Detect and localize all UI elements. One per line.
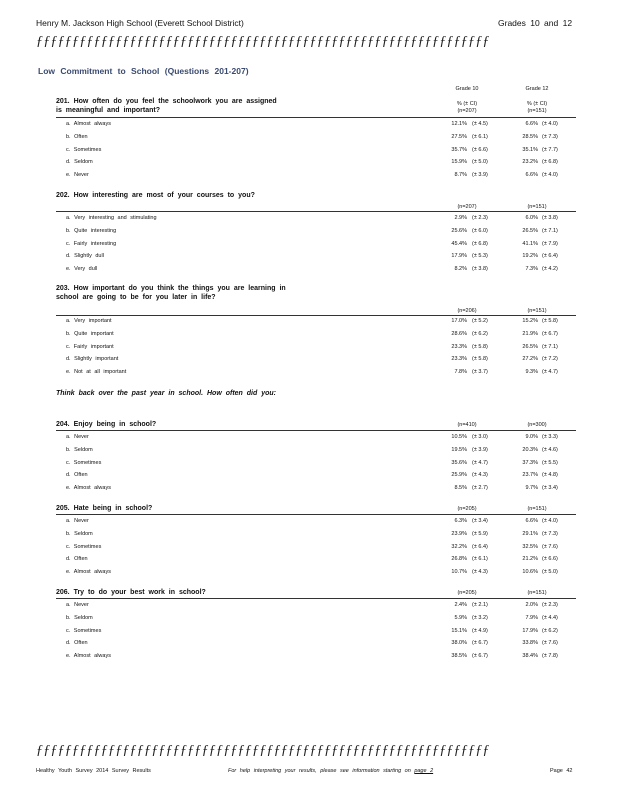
grade-10-ci: (± 6.7): [472, 653, 488, 660]
section-title: Low Commitment to School (Questions 201-207): [38, 66, 249, 76]
grade-10-ci: (± 4.3): [472, 472, 488, 479]
answer-label: a. Never: [66, 602, 89, 608]
grade-12-ci: (± 4.8): [542, 472, 558, 479]
grade-12-percent: 41.1%: [522, 240, 538, 247]
grade-10-percent: 38.5%: [451, 653, 467, 660]
answer-label: d. Seldom: [66, 159, 93, 166]
answer-label: c. Sometimes: [66, 459, 102, 466]
answer-row: [66, 447, 566, 457]
grade-10-ci: (± 3.7): [472, 369, 488, 376]
grade-12-percent: 10.6%: [522, 569, 538, 576]
grade-10-ci: (± 4.7): [472, 459, 488, 466]
bottom-divider: ƒƒƒƒƒƒƒƒƒƒƒƒƒƒƒƒƒƒƒƒƒƒƒƒƒƒƒƒƒƒƒƒƒƒƒƒƒƒƒƒƒƒƒƒƒƒƒƒƒƒƒƒƒƒƒƒƒƒƒƒƒƒƒ: [36, 743, 490, 758]
grade-10-percent: 15.1%: [451, 627, 467, 634]
answer-label: b. Seldom: [66, 446, 93, 453]
grade-10-ci: (± 6.4): [472, 543, 488, 550]
grade-10-percent: 35.7%: [451, 146, 467, 153]
grade-12-ci: (± 4.2): [542, 266, 558, 273]
grade-12-ci: (± 5.8): [542, 318, 558, 324]
answer-row: [66, 518, 566, 528]
grade-12-percent: 9.7%: [525, 485, 538, 492]
grade-12-ci: (± 7.3): [542, 530, 558, 537]
grade-12-n: (n=151): [527, 108, 547, 114]
question-204-divider: [56, 430, 576, 431]
answer-row: [66, 460, 566, 470]
grade-12-ci: (± 6.7): [542, 330, 558, 337]
grade-10-ci: (± 4.5): [472, 121, 488, 127]
grade-10-ci: (± 3.9): [472, 172, 488, 179]
grade-12-percent: 17.9%: [522, 627, 538, 634]
answer-label: a. Very interesting and stimulating: [66, 215, 157, 221]
answer-label: d. Slightly dull: [66, 253, 104, 260]
grade-12-ci: (± 6.2): [542, 627, 558, 634]
grade-12-ci: (± 2.3): [542, 602, 558, 608]
school-name: Henry M. Jackson High School (Everett School District): [36, 18, 244, 28]
answer-row: [66, 318, 566, 328]
grade-10-ci: (± 5.0): [472, 159, 488, 166]
question-204-title: 204. Enjoy being in school?: [56, 421, 157, 428]
grade-12-percent: 27.2%: [522, 356, 538, 363]
answer-row: [66, 569, 566, 579]
grade-10-percent: 45.4%: [451, 240, 467, 247]
grade-10-percent: 27.5%: [451, 133, 467, 140]
footer-help-text: [228, 768, 433, 774]
grade-12-ci: (± 7.1): [542, 343, 558, 350]
answer-row: [66, 228, 566, 238]
answer-label: a. Very important: [66, 318, 112, 324]
question-203-title: 203. How important do you think the things you are learning in school are going to be for you later in life?: [56, 285, 286, 301]
answer-row: [66, 331, 566, 341]
answer-label: b. Often: [66, 133, 88, 140]
question-206-n12: (n=151): [527, 590, 547, 596]
answer-row: [66, 344, 566, 354]
grade-12-ci: (± 4.7): [542, 369, 558, 376]
grade-12-ci: (± 7.9): [542, 240, 558, 247]
grade-12-ci: (± 6.4): [542, 253, 558, 260]
answer-label: d. Often: [66, 472, 88, 479]
grade-12-percent: 6.6%: [525, 121, 538, 127]
question-201-divider: [56, 117, 576, 118]
grade-10-ci: (± 5.3): [472, 253, 488, 260]
grade-12-percent: 19.2%: [522, 253, 538, 260]
grade-12-ci: (± 4.0): [542, 121, 558, 127]
grade-12-ci: (± 3.4): [542, 485, 558, 492]
grade-10-percent: 8.5%: [454, 485, 467, 492]
grade-12-ci: (± 4.0): [542, 172, 558, 179]
answer-row: [66, 147, 566, 157]
grade-12-percent: 23.2%: [522, 159, 538, 166]
answer-row: [66, 531, 566, 541]
question-202-title: 202. How interesting are most of your courses to you?: [56, 192, 255, 199]
grade-12-percent: 32.5%: [522, 543, 538, 550]
grade-10-ci: (± 5.9): [472, 530, 488, 537]
grade-10-ci: (± 4.9): [472, 627, 488, 634]
answer-label: a. Never: [66, 518, 89, 524]
grade-10-percent: 6.3%: [454, 518, 467, 524]
grade-10-percent: 23.3%: [451, 343, 467, 350]
answer-row: [66, 485, 566, 495]
grade-12-ci: (± 7.7): [542, 146, 558, 153]
grade-10-percent: 25.9%: [451, 472, 467, 479]
grade-10-ci: (± 3.8): [472, 266, 488, 273]
question-204-n10: (n=410): [457, 422, 477, 428]
grade-12-percent: 37.3%: [522, 459, 538, 466]
answer-label: d. Often: [66, 556, 88, 563]
grade-12-ci: (± 4.4): [542, 614, 558, 621]
footer-survey-label: Healthy Youth Survey 2014 Survey Results: [36, 768, 151, 774]
grade-12-ci: (± 7.6): [542, 640, 558, 647]
grade-10-ci: (± 6.0): [472, 227, 488, 234]
answer-row: [66, 172, 566, 182]
grade-10-percent: 8.2%: [454, 266, 467, 273]
grade-12-percent: 6.6%: [525, 518, 538, 524]
question-202-n10: (n=207): [457, 204, 477, 210]
grade-10-ci: (± 6.8): [472, 240, 488, 247]
answer-label: b. Seldom: [66, 614, 93, 621]
grade-12-percent: 6.6%: [525, 172, 538, 179]
grade-12-stat-header: % (± CI): [526, 101, 548, 107]
grade-12-header: Grade 12: [525, 86, 549, 92]
answer-row: [66, 544, 566, 554]
grade-10-ci: (± 6.1): [472, 556, 488, 563]
answer-row: [66, 653, 566, 663]
answer-label: c. Fairly interesting: [66, 240, 117, 247]
answer-label: c. Fairly important: [66, 343, 114, 350]
answer-row: [66, 472, 566, 482]
answer-label: c. Sometimes: [66, 146, 102, 153]
answer-label: e. Almost always: [66, 485, 111, 492]
grade-10-ci: (± 3.0): [472, 434, 488, 440]
grade-12-percent: 9.0%: [525, 434, 538, 440]
question-203-n12: (n=151): [527, 308, 547, 314]
answer-row: [66, 134, 566, 144]
grade-10-ci: (± 2.7): [472, 485, 488, 492]
answer-row: [66, 369, 566, 379]
question-203-n10: (n=206): [457, 308, 477, 314]
grade-12-percent: 6.0%: [525, 215, 538, 221]
grade-10-percent: 38.0%: [451, 640, 467, 647]
answer-label: a. Almost always: [66, 121, 111, 127]
grades-label: Grades 10 and 12: [498, 18, 573, 28]
grade-10-percent: 19.5%: [451, 446, 467, 453]
grade-10-percent: 23.3%: [451, 356, 467, 363]
grade-12-ci: (± 5.5): [542, 459, 558, 466]
answer-row: [66, 434, 566, 444]
grade-12-percent: 2.0%: [525, 602, 538, 608]
grade-12-percent: 26.5%: [522, 343, 538, 350]
question-206-divider: [56, 598, 576, 599]
grade-12-ci: (± 4.0): [542, 518, 558, 524]
grade-10-ci: (± 4.3): [472, 569, 488, 576]
grade-10-ci: (± 6.1): [472, 133, 488, 140]
question-205-n12: (n=151): [527, 506, 547, 512]
grade-10-n: (n=207): [457, 108, 477, 114]
grade-12-percent: 28.5%: [522, 133, 538, 140]
grade-10-ci: (± 6.6): [472, 146, 488, 153]
grade-12-percent: 7.3%: [525, 266, 538, 273]
grade-10-percent: 8.7%: [454, 172, 467, 179]
grade-10-percent: 12.1%: [451, 121, 467, 127]
grade-12-ci: (± 6.6): [542, 556, 558, 563]
grade-12-ci: (± 7.1): [542, 227, 558, 234]
grade-10-percent: 7.8%: [454, 369, 467, 376]
grade-10-ci: (± 5.8): [472, 356, 488, 363]
question-206-title: 206. Try to do your best work in school?: [56, 589, 206, 596]
answer-row: [66, 615, 566, 625]
answer-label: b. Quite interesting: [66, 227, 117, 234]
grade-12-percent: 9.3%: [525, 369, 538, 376]
question-202-n12: (n=151): [527, 204, 547, 210]
grade-12-ci: (± 3.3): [542, 434, 558, 440]
grade-12-percent: 21.9%: [522, 330, 538, 337]
grade-12-percent: 26.5%: [522, 227, 538, 234]
answer-label: e. Not at all important: [66, 369, 127, 376]
grade-12-ci: (± 4.6): [542, 446, 558, 453]
grade-10-ci: (± 3.4): [472, 518, 488, 524]
grade-10-percent: 23.9%: [451, 530, 467, 537]
answer-row: [66, 556, 566, 566]
question-205-n10: (n=205): [457, 506, 477, 512]
grade-12-ci: (± 5.0): [542, 569, 558, 576]
question-201-title: 201. How often do you feel the schoolwork you are assigned is meaningful and important?: [56, 98, 277, 114]
footer-page-link[interactable]: page 2: [414, 768, 434, 774]
grade-10-percent: 35.6%: [451, 459, 467, 466]
footer-page-number: Page 42: [550, 768, 573, 774]
grade-12-percent: 23.7%: [522, 472, 538, 479]
grade-10-ci: (± 2.1): [472, 602, 488, 608]
grade-10-ci: (± 3.9): [472, 446, 488, 453]
answer-row: [66, 215, 566, 225]
answer-row: [66, 253, 566, 263]
answer-row: [66, 640, 566, 650]
question-206-n10: (n=205): [457, 590, 477, 596]
question-205-title: 205. Hate being in school?: [56, 505, 153, 512]
grade-12-percent: 35.1%: [522, 146, 538, 153]
grade-10-percent: 15.9%: [451, 159, 467, 166]
answer-label: d. Slightly important: [66, 356, 119, 363]
top-divider: ƒƒƒƒƒƒƒƒƒƒƒƒƒƒƒƒƒƒƒƒƒƒƒƒƒƒƒƒƒƒƒƒƒƒƒƒƒƒƒƒƒƒƒƒƒƒƒƒƒƒƒƒƒƒƒƒƒƒƒƒƒƒƒ: [36, 34, 490, 49]
answer-row: [66, 266, 566, 276]
grade-10-header: Grade 10: [455, 86, 479, 92]
grade-10-percent: 25.6%: [451, 227, 467, 234]
grade-10-percent: 17.9%: [451, 253, 467, 260]
answer-label: e. Very dull: [66, 266, 98, 273]
section-intro: Think back over the past year in school. How often did you:: [56, 390, 276, 397]
grade-12-ci: (± 6.8): [542, 159, 558, 166]
answer-row: [66, 356, 566, 366]
grade-12-ci: (± 3.8): [542, 215, 558, 221]
grade-10-stat-header: % (± CI): [456, 101, 478, 107]
question-202-divider: [56, 211, 576, 212]
grade-12-percent: 20.3%: [522, 446, 538, 453]
answer-label: e. Almost always: [66, 653, 111, 660]
footer-help-sentence: For help interpreting your results, please see information starting on: [228, 768, 411, 774]
answer-label: e. Never: [66, 172, 89, 179]
answer-label: a. Never: [66, 434, 89, 440]
grade-10-percent: 28.6%: [451, 330, 467, 337]
grade-10-percent: 2.4%: [454, 602, 467, 608]
grade-12-ci: (± 7.3): [542, 133, 558, 140]
answer-label: e. Almost always: [66, 569, 111, 576]
answer-row: [66, 241, 566, 251]
grade-10-ci: (± 5.8): [472, 343, 488, 350]
answer-label: b. Quite important: [66, 330, 114, 337]
grade-12-percent: 33.8%: [522, 640, 538, 647]
answer-label: c. Sometimes: [66, 543, 102, 550]
grade-10-percent: 32.2%: [451, 543, 467, 550]
answer-row: [66, 159, 566, 169]
answer-label: b. Seldom: [66, 530, 93, 537]
answer-row: [66, 628, 566, 638]
grade-10-percent: 10.5%: [451, 434, 467, 440]
grade-12-percent: 29.1%: [522, 530, 538, 537]
grade-10-percent: 5.9%: [454, 614, 467, 621]
grade-10-percent: 17.0%: [451, 318, 467, 324]
grade-12-percent: 21.2%: [522, 556, 538, 563]
grade-10-percent: 10.7%: [451, 569, 467, 576]
grade-10-percent: 26.8%: [451, 556, 467, 563]
grade-10-ci: (± 3.2): [472, 614, 488, 621]
grade-12-percent: 38.4%: [522, 653, 538, 660]
grade-10-percent: 2.9%: [454, 215, 467, 221]
grade-10-ci: (± 6.7): [472, 640, 488, 647]
grade-10-ci: (± 2.3): [472, 215, 488, 221]
grade-12-ci: (± 7.6): [542, 543, 558, 550]
grade-12-ci: (± 7.8): [542, 653, 558, 660]
grade-10-ci: (± 6.2): [472, 330, 488, 337]
grade-12-percent: 7.9%: [525, 614, 538, 621]
grade-12-ci: (± 7.2): [542, 356, 558, 363]
answer-label: c. Sometimes: [66, 627, 102, 634]
grade-12-percent: 15.2%: [522, 318, 538, 324]
grade-10-ci: (± 5.2): [472, 318, 488, 324]
question-204-n12: (n=300): [527, 422, 547, 428]
answer-row: [66, 602, 566, 612]
question-205-divider: [56, 514, 576, 515]
answer-label: d. Often: [66, 640, 88, 647]
answer-row: [66, 121, 566, 131]
question-203-divider: [56, 315, 576, 316]
